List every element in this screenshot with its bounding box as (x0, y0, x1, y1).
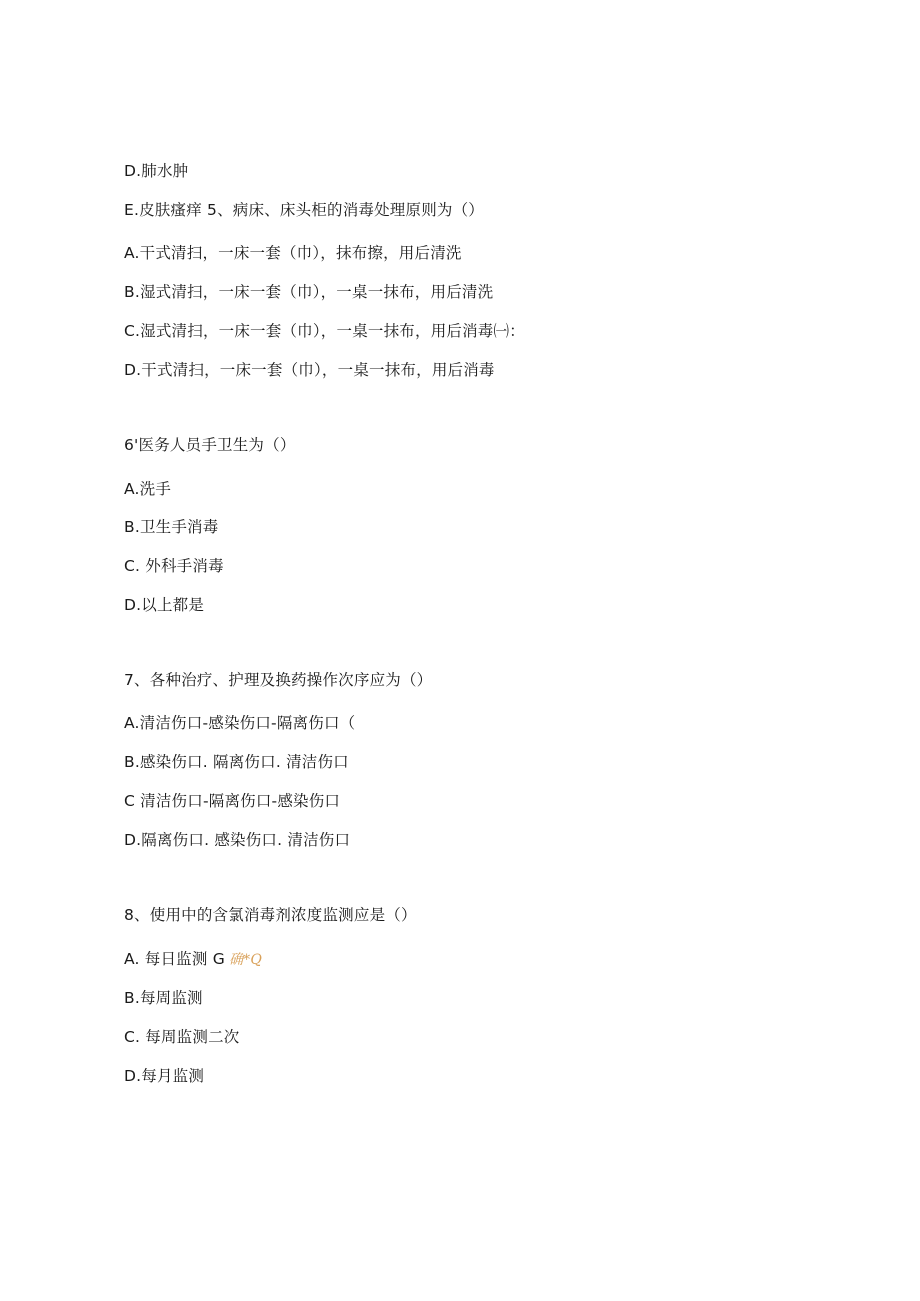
question-7-option-c: C 清洁伤口-隔离伤口-感染伤口 (124, 792, 341, 810)
question-4-option-e-question-5-stem: E.皮肤瘙痒 5、病床、床头柜的消毒处理原则为（） (124, 201, 485, 219)
question-8-stem: 8、使用中的含氯消毒剂浓度监测应是（） (124, 906, 417, 924)
question-5-option-a: A.干式清扫，一床一套（巾），抹布擦，用后清洗 (124, 244, 462, 262)
question-5-option-c: C.湿式清扫，一床一套（巾），一桌一抹布，用后消毒㈠： (124, 322, 525, 340)
question-7-option-b: B.感染伤口. 隔离伤口. 清洁伤口 (124, 753, 349, 771)
question-8-option-a-text: A. 每日监测 G (124, 950, 225, 968)
question-5-option-b: B.湿式清扫，一床一套（巾），一桌一抹布，用后清洗 (124, 283, 494, 301)
question-7-option-d: D.隔离伤口. 感染伤口. 清洁伤口 (124, 831, 351, 849)
question-6-option-b: B.卫生手消毒 (124, 518, 219, 536)
question-6-option-c: C. 外科手消毒 (124, 557, 224, 575)
question-6-option-d: D.以上都是 (124, 596, 205, 614)
question-8-option-a (124, 949, 262, 970)
question-6-option-a: A.洗手 (124, 480, 172, 498)
question-8-option-b: B.每周监测 (124, 989, 203, 1007)
question-4-option-d: D.肺水肿 (124, 162, 189, 180)
question-6-stem: 6'医务人员手卫生为（） (124, 436, 296, 454)
question-7-stem: 7、各种治疗、护理及换药操作次序应为（） (124, 671, 433, 689)
question-7-option-a: A.清洁伤口-感染伤口-隔离伤口（ (124, 714, 356, 732)
handwritten-annotation: 确*Q (228, 952, 263, 968)
question-8-option-d: D.每月监测 (124, 1067, 205, 1085)
question-5-option-d: D.干式清扫，一床一套（巾），一桌一抹布，用后消毒 (124, 361, 495, 379)
question-8-option-c: C. 每周监测二次 (124, 1028, 240, 1046)
